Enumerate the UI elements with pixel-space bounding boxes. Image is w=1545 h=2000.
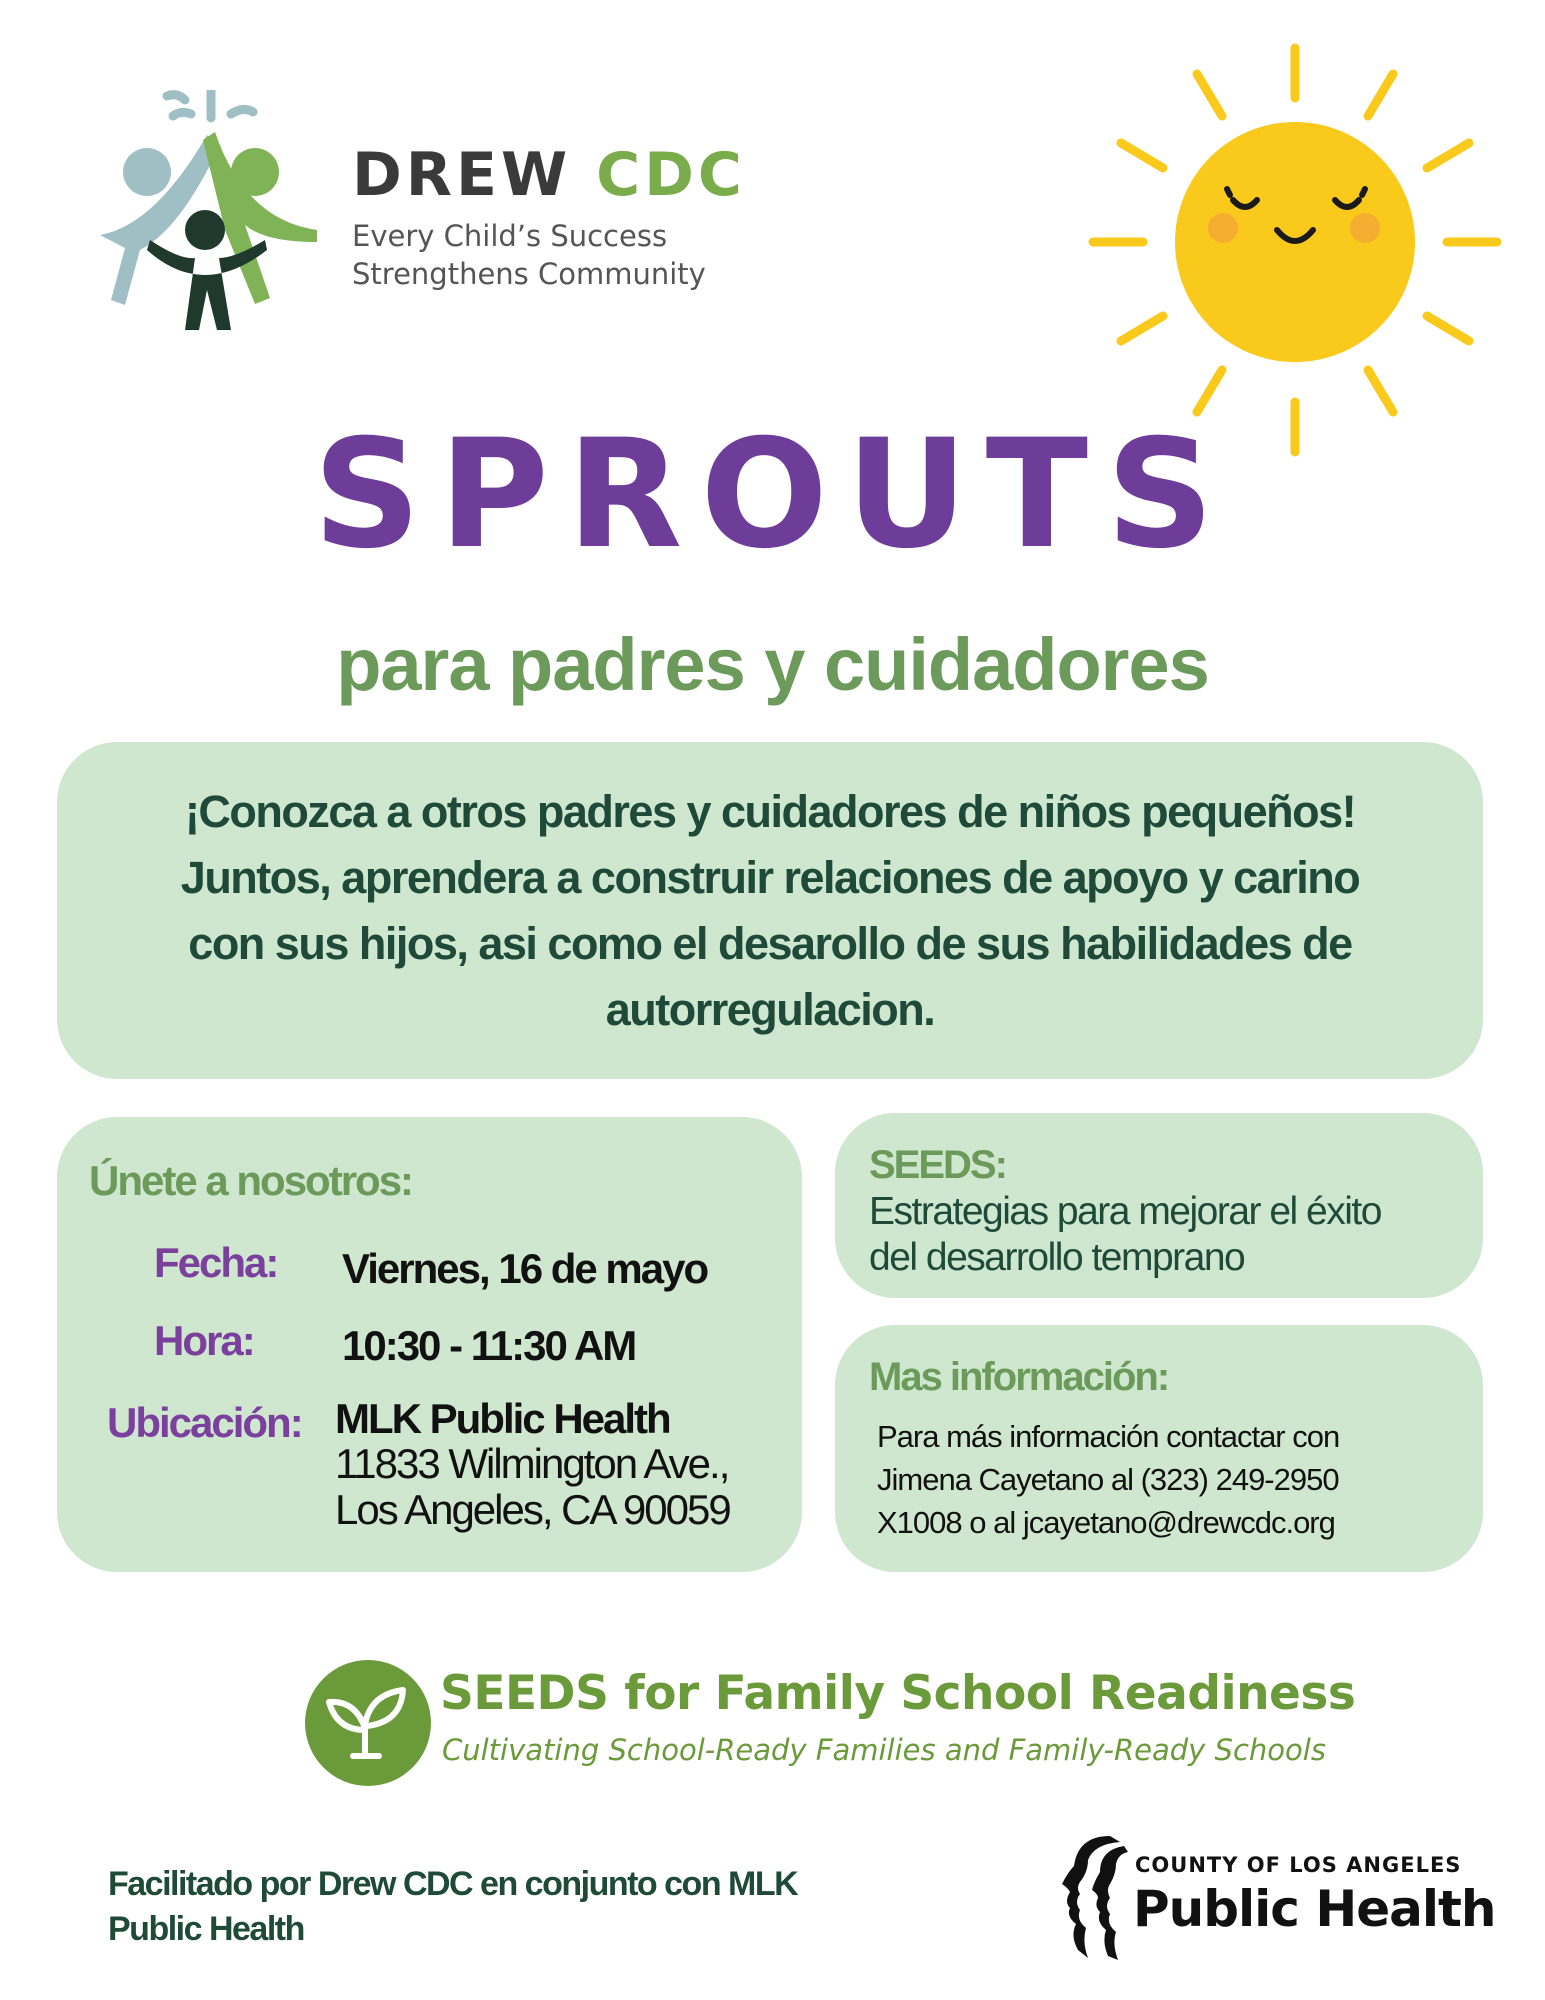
time-value: 10:30 - 11:30 AM: [342, 1322, 636, 1369]
event-heading: Únete a nosotros:: [89, 1157, 413, 1204]
info-description: [877, 1415, 1477, 1544]
intro-line3: con sus hijos, asi como el desarollo de sus habilidades de: [188, 917, 1352, 969]
facilitated-line1: Facilitado por Drew CDC en conjunto con MLK: [108, 1865, 798, 1903]
seeds-heading: SEEDS:: [869, 1143, 1006, 1187]
page-subtitle: para padres y cuidadores: [336, 623, 1209, 706]
county-label: COUNTY OF LOS ANGELES: [1135, 1853, 1462, 1877]
seeds-program-title: SEEDS for Family School Readiness: [440, 1666, 1356, 1721]
brand-drew: DREW: [352, 140, 572, 210]
sprout-icon: [303, 1658, 433, 1788]
seeds-line2: del desarrollo temprano: [869, 1236, 1245, 1279]
intro-line4: autorregulacion.: [605, 983, 935, 1035]
more-info-box: [835, 1325, 1483, 1572]
drew-cdc-brand: [352, 140, 746, 293]
event-details-box: [57, 1117, 802, 1572]
date-label: Fecha:: [154, 1239, 278, 1286]
page-title: SPROUTS: [312, 408, 1233, 582]
seeds-description: [869, 1189, 1469, 1281]
intro-text: [181, 779, 1359, 1043]
facilitated-by: [108, 1862, 868, 1952]
brand-cdc: CDC: [596, 140, 746, 210]
drew-cdc-name: [352, 140, 746, 210]
tagline-line2: Strengthens Community: [352, 257, 706, 291]
info-line1: Para más información contactar con: [877, 1419, 1340, 1454]
intro-box: [57, 742, 1483, 1079]
info-line2: Jimena Cayetano al (323) 249-2950: [877, 1462, 1339, 1497]
seeds-box: [835, 1113, 1483, 1298]
location-address-line2: Los Angeles, CA 90059: [335, 1486, 730, 1533]
date-value: Viernes, 16 de mayo: [342, 1245, 708, 1292]
location-label: Ubicación:: [107, 1399, 302, 1446]
drew-cdc-logo: [95, 90, 325, 340]
info-line3: X1008 o al jcayetano@drewcdc.org: [877, 1505, 1335, 1540]
location-name: MLK Public Health: [335, 1395, 670, 1442]
location-address-line1: 11833 Wilmington Ave.,: [335, 1440, 729, 1487]
sun-icon: [1085, 40, 1505, 460]
seeds-line1: Estrategias para mejorar el éxito: [869, 1190, 1381, 1233]
facilitated-line2: Public Health: [108, 1910, 304, 1948]
time-label: Hora:: [154, 1317, 254, 1364]
tagline-line1: Every Child’s Success: [352, 219, 668, 253]
la-county-public-health-logo-icon: [1048, 1832, 1128, 1962]
intro-line2: Juntos, aprendera a construir relaciones de apoyo y carino: [180, 851, 1360, 903]
seeds-program-subtitle: Cultivating School-Ready Families and Family-Ready Schools: [442, 1733, 1326, 1767]
public-health-label: Public Health: [1133, 1880, 1496, 1938]
intro-line1: ¡Conozca a otros padres y cuidadores de niños pequeños!: [184, 785, 1356, 837]
info-heading: Mas información:: [869, 1355, 1169, 1399]
